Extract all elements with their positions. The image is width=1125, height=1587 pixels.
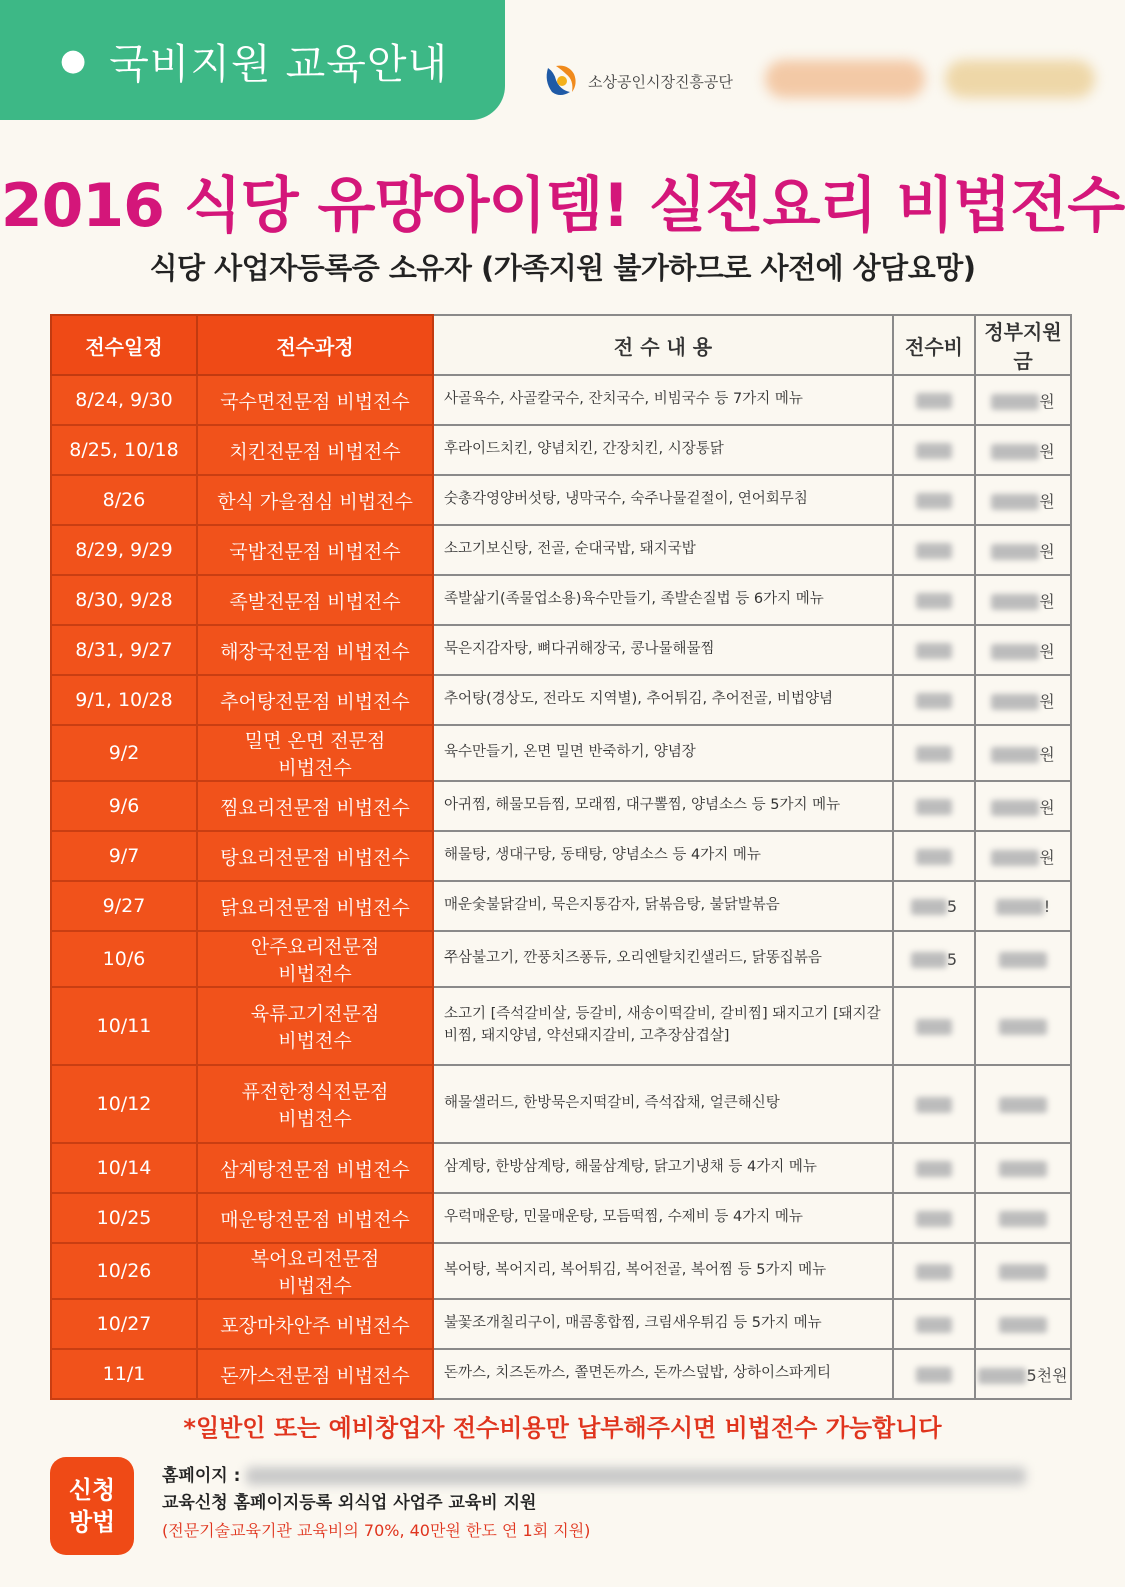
blurred-amount (911, 952, 947, 968)
row-date: 8/30, 9/28 (51, 575, 197, 625)
apply-line2: 교육신청 홈페이지등록 외식업 사업주 교육비 지원 (162, 1493, 537, 1513)
row-fee-text: 5 (946, 949, 958, 969)
row-course (197, 1243, 433, 1299)
row-course (197, 931, 433, 987)
row-course: 매운탕전문점 비법전수 (197, 1193, 433, 1243)
row-support-text: 원 (1039, 591, 1055, 611)
row-date: 8/26 (51, 475, 197, 525)
row-support (975, 1143, 1071, 1193)
table-row (51, 831, 1071, 881)
row-support (975, 881, 1071, 931)
row-fee (893, 831, 975, 881)
row-content: 해물샐러드, 한방묵은지떡갈비, 즉석잡채, 얼큰해신탕 (433, 1065, 893, 1143)
row-course-part: 육류고기전문점 (250, 1003, 380, 1025)
bullet-icon: ● (60, 42, 88, 78)
blurred-amount (991, 444, 1039, 460)
table-row (51, 1143, 1071, 1193)
blurred-amount (916, 393, 952, 409)
blurred-amount (978, 1368, 1026, 1384)
blurred-amount (999, 1161, 1047, 1177)
row-content: 아귀찜, 해물모듬찜, 모래찜, 대구뽈찜, 양념소스 등 5가지 메뉴 (433, 781, 893, 831)
row-course: 돈까스전문점 비법전수 (197, 1349, 433, 1399)
course-table (50, 314, 1072, 1400)
row-fee (893, 987, 975, 1065)
table-row (51, 987, 1071, 1065)
row-fee (893, 725, 975, 781)
row-course: 삼계탕전문점 비법전수 (197, 1143, 433, 1193)
row-support (975, 625, 1071, 675)
row-course: 탕요리전문점 비법전수 (197, 831, 433, 881)
row-support-text: 원 (1039, 491, 1055, 511)
blurred-amount (916, 1264, 952, 1280)
row-content: 쭈삼불고기, 깐풍치즈퐁듀, 오리엔탈치킨샐러드, 닭똥집볶음 (433, 931, 893, 987)
homepage-label: 홈페이지 : (162, 1466, 241, 1486)
row-course-part: 비법전수 (278, 1108, 352, 1130)
table-row (51, 1299, 1071, 1349)
row-date: 9/2 (51, 725, 197, 781)
row-support (975, 475, 1071, 525)
table-row (51, 525, 1071, 575)
row-date: 10/6 (51, 931, 197, 987)
blurred-amount (911, 899, 947, 915)
row-support (975, 987, 1071, 1065)
org-name: 소상공인시장진흥공단 (588, 72, 733, 91)
blurred-amount (991, 394, 1039, 410)
row-course-part: 비법전수 (278, 963, 352, 985)
row-support (975, 1065, 1071, 1143)
row-support (975, 831, 1071, 881)
blurred-amount (916, 693, 952, 709)
row-fee (893, 1193, 975, 1243)
table-row (51, 425, 1071, 475)
blurred-amount (916, 746, 952, 762)
row-content: 묵은지감자탕, 뼈다귀해장국, 콩나물해물찜 (433, 625, 893, 675)
row-date: 8/31, 9/27 (51, 625, 197, 675)
blurred-amount (916, 643, 952, 659)
apply-badge-line2: 방법 (68, 1508, 116, 1536)
row-support (975, 1243, 1071, 1299)
row-content: 소고기 [즉석갈비살, 등갈비, 새송이떡갈비, 갈비찜] 돼지고기 [돼지갈비찜, 돼지양념, 약선돼지갈비, 고추장삼겹살] (433, 987, 893, 1065)
row-date: 10/25 (51, 1193, 197, 1243)
row-course (197, 1065, 433, 1143)
row-course: 추어탕전문점 비법전수 (197, 675, 433, 725)
table-row (51, 625, 1071, 675)
row-support (975, 525, 1071, 575)
row-course: 국밥전문점 비법전수 (197, 525, 433, 575)
blurred-amount (991, 494, 1039, 510)
blurred-partner-logo (765, 60, 925, 98)
table-row (51, 1243, 1071, 1299)
row-content: 돈까스, 치즈돈까스, 쫄면돈까스, 돈까스덮밥, 상하이스파게티 (433, 1349, 893, 1399)
eligibility-note: *일반인 또는 예비창업자 전수비용만 납부해주시면 비법전수 가능합니다 (183, 1414, 942, 1442)
row-content: 추어탕(경상도, 전라도 지역별), 추어튀김, 추어전골, 비법양념 (433, 675, 893, 725)
row-course: 치킨전문점 비법전수 (197, 425, 433, 475)
blurred-amount (991, 800, 1039, 816)
row-support-text: 5천원 (1026, 1365, 1068, 1385)
blurred-amount (916, 493, 952, 509)
row-fee (893, 881, 975, 931)
row-support (975, 931, 1071, 987)
row-support-text: 원 (1039, 847, 1055, 867)
row-date: 8/25, 10/18 (51, 425, 197, 475)
blurred-amount (916, 1317, 952, 1333)
blurred-amount (916, 849, 952, 865)
row-course-part: 비법전수 (278, 1030, 352, 1052)
row-content: 숫총각영양버섯탕, 냉막국수, 숙주나물겉절이, 연어회무침 (433, 475, 893, 525)
table-row (51, 375, 1071, 425)
row-date: 10/27 (51, 1299, 197, 1349)
row-support-text: 원 (1039, 441, 1055, 461)
table-row (51, 475, 1071, 525)
row-support (975, 725, 1071, 781)
table-row (51, 675, 1071, 725)
row-course-part: 복어요리전문점 (250, 1248, 380, 1270)
row-fee (893, 675, 975, 725)
blurred-partner-logo (945, 60, 1095, 98)
blurred-amount (999, 1317, 1047, 1333)
row-support-text: 원 (1039, 641, 1055, 661)
blurred-amount (916, 443, 952, 459)
col-header-content: 전 수 내 용 (433, 315, 893, 375)
blurred-amount (916, 1367, 952, 1383)
blurred-amount (991, 850, 1039, 866)
row-fee (893, 1065, 975, 1143)
row-course: 족발전문점 비법전수 (197, 575, 433, 625)
section-tab (0, 0, 505, 120)
row-support-text: ! (1043, 896, 1051, 916)
blurred-amount (991, 594, 1039, 610)
row-fee (893, 931, 975, 987)
row-support (975, 375, 1071, 425)
blurred-amount (916, 1211, 952, 1227)
row-support (975, 675, 1071, 725)
table-row (51, 725, 1071, 781)
row-date: 11/1 (51, 1349, 197, 1399)
row-content: 사골육수, 사골칼국수, 잔치국수, 비빔국수 등 7가지 메뉴 (433, 375, 893, 425)
row-date: 9/27 (51, 881, 197, 931)
row-support-text: 원 (1039, 744, 1055, 764)
col-header-fee: 전수비 (893, 315, 975, 375)
row-fee (893, 1243, 975, 1299)
blurred-amount (999, 952, 1047, 968)
row-content: 불꽃조개칠리구이, 매콤홍합찜, 크림새우튀김 등 5가지 메뉴 (433, 1299, 893, 1349)
row-support (975, 781, 1071, 831)
row-content: 우럭매운탕, 민물매운탕, 모듬떡찜, 수제비 등 4가지 메뉴 (433, 1193, 893, 1243)
section-tab-title: 국비지원 교육안내 (109, 39, 449, 88)
blurred-amount (916, 543, 952, 559)
page-title: 2016 식당 유망아이템! 실전요리 비법전수 (0, 171, 1125, 241)
row-course: 해장국전문점 비법전수 (197, 625, 433, 675)
table-row (51, 1065, 1071, 1143)
row-date: 9/7 (51, 831, 197, 881)
row-course-part: 퓨전한정식전문점 (241, 1081, 389, 1103)
row-course-part: 비법전수 (278, 757, 352, 779)
table-header-row (51, 315, 1071, 375)
row-date: 10/11 (51, 987, 197, 1065)
row-course: 찜요리전문점 비법전수 (197, 781, 433, 831)
row-fee-text: 5 (946, 896, 958, 916)
blurred-amount (999, 1211, 1047, 1227)
blurred-amount (991, 544, 1039, 560)
apply-info (162, 1463, 1026, 1544)
blurred-amount (996, 899, 1044, 915)
row-date: 9/1, 10/28 (51, 675, 197, 725)
blurred-amount (999, 1019, 1047, 1035)
page-subtitle: 식당 사업자등록증 소유자 (가족지원 불가하므로 사전에 상담요망) (149, 251, 976, 285)
row-date: 10/26 (51, 1243, 197, 1299)
row-course-part: 비법전수 (278, 1275, 352, 1297)
row-course: 포장마차안주 비법전수 (197, 1299, 433, 1349)
row-support-text: 원 (1039, 391, 1055, 411)
table-row (51, 1349, 1071, 1399)
row-date: 10/12 (51, 1065, 197, 1143)
row-course (197, 987, 433, 1065)
blurred-amount (916, 1019, 952, 1035)
col-header-course: 전수과정 (197, 315, 433, 375)
row-fee (893, 1143, 975, 1193)
row-fee (893, 375, 975, 425)
row-course-part: 안주요리전문점 (250, 936, 380, 958)
row-date: 10/14 (51, 1143, 197, 1193)
blurred-amount (991, 747, 1039, 763)
row-content: 족발삶기(족물업소용)육수만들기, 족발손질법 등 6가지 메뉴 (433, 575, 893, 625)
row-date: 8/29, 9/29 (51, 525, 197, 575)
row-content: 매운숯불닭갈비, 묵은지통감자, 닭볶음탕, 불닭발볶음 (433, 881, 893, 931)
org-logo-icon (542, 64, 580, 98)
row-content: 소고기보신탕, 전골, 순대국밥, 돼지국밥 (433, 525, 893, 575)
blurred-amount (916, 1097, 952, 1113)
row-content: 해물탕, 생대구탕, 동태탕, 양념소스 등 4가지 메뉴 (433, 831, 893, 881)
row-support-text: 원 (1039, 691, 1055, 711)
blurred-amount (991, 694, 1039, 710)
apply-badge-line1: 신청 (68, 1475, 116, 1504)
row-support (975, 1193, 1071, 1243)
row-content: 삼계탕, 한방삼계탕, 해물삼계탕, 닭고기냉채 등 4가지 메뉴 (433, 1143, 893, 1193)
row-content: 후라이드치킨, 양념치킨, 간장치킨, 시장통닭 (433, 425, 893, 475)
row-course: 한식 가을점심 비법전수 (197, 475, 433, 525)
col-header-support: 정부지원금 (975, 315, 1071, 375)
blurred-amount (916, 1161, 952, 1177)
table-row (51, 881, 1071, 931)
row-date: 8/24, 9/30 (51, 375, 197, 425)
row-fee (893, 425, 975, 475)
row-fee (893, 575, 975, 625)
row-course: 닭요리전문점 비법전수 (197, 881, 433, 931)
row-course-part: 밀면 온면 전문점 (244, 730, 386, 752)
org-logo-group (542, 64, 733, 98)
row-date: 9/6 (51, 781, 197, 831)
apply-line3: (전문기술교육기관 교육비의 70%, 40만원 한도 연 1회 지원) (162, 1521, 591, 1540)
row-fee (893, 1349, 975, 1399)
blurred-amount (991, 644, 1039, 660)
row-fee (893, 625, 975, 675)
homepage-line (162, 1463, 1026, 1490)
row-support (975, 1349, 1071, 1399)
row-content: 복어탕, 복어지리, 복어튀김, 복어전골, 복어찜 등 5가지 메뉴 (433, 1243, 893, 1299)
blurred-amount (916, 593, 952, 609)
blurred-homepage-url (246, 1467, 1026, 1485)
col-header-date: 전수일정 (51, 315, 197, 375)
table-row (51, 575, 1071, 625)
row-support (975, 575, 1071, 625)
blurred-amount (999, 1264, 1047, 1280)
row-content: 육수만들기, 온면 밀면 반죽하기, 양념장 (433, 725, 893, 781)
apply-method-badge (50, 1457, 134, 1555)
table-row (51, 781, 1071, 831)
row-support (975, 425, 1071, 475)
row-support-text: 원 (1039, 541, 1055, 561)
row-support-text: 원 (1039, 797, 1055, 817)
row-fee (893, 525, 975, 575)
row-support (975, 1299, 1071, 1349)
row-fee (893, 781, 975, 831)
row-fee (893, 475, 975, 525)
blurred-amount (999, 1097, 1047, 1113)
table-row (51, 931, 1071, 987)
row-fee (893, 1299, 975, 1349)
row-course: 국수면전문점 비법전수 (197, 375, 433, 425)
row-course (197, 725, 433, 781)
table-row (51, 1193, 1071, 1243)
blurred-amount (916, 799, 952, 815)
